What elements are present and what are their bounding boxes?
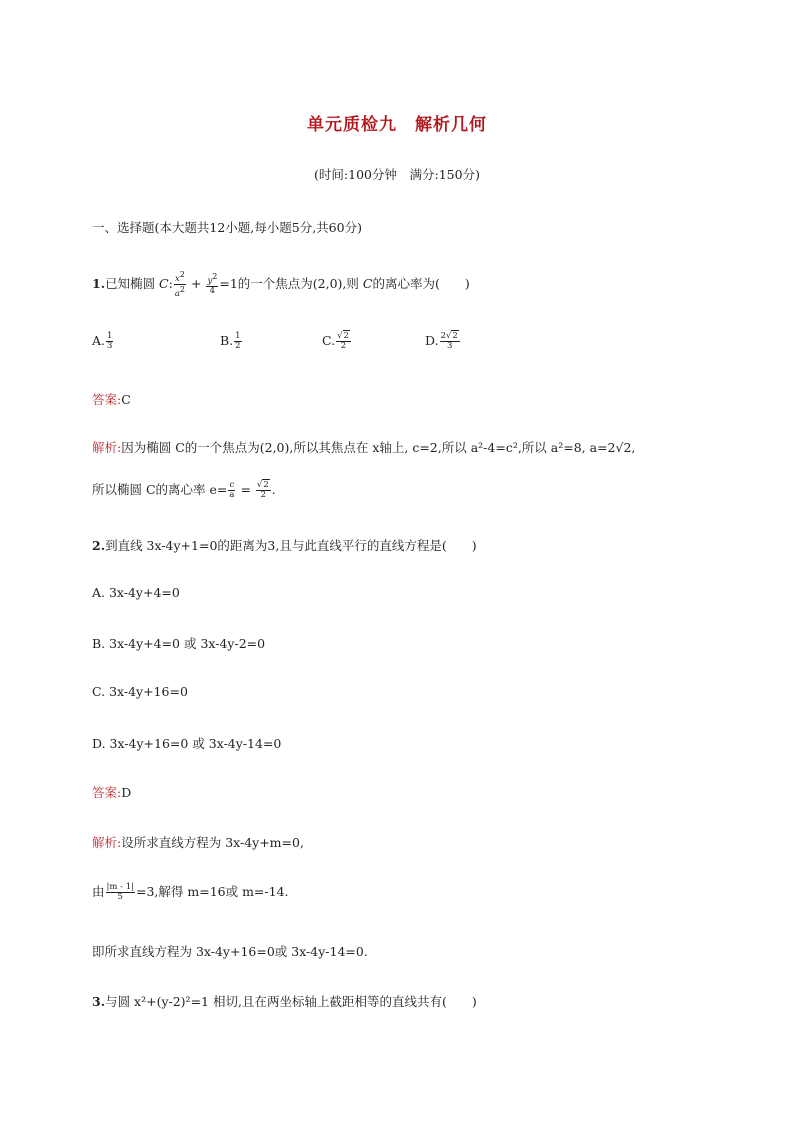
analysis-1-line-1: 解析:因为椭圆 C的一个焦点为(2,0),所以其焦点在 x轴上, c=2,所以 a²-4=c²,所以 a²=8, a=2√2, [92,440,636,455]
question-3: 3.与圆 x²+(y-2)²=1 相切,且在两坐标轴上截距相等的直线共有( ) [92,994,477,1009]
option-c: C. $\frac{√2}{2}$ [322,331,349,351]
option-a: A. 3x-4y+4=0 [92,585,180,600]
question-number: 2. [92,538,106,553]
question-number: 1. [92,275,106,291]
section-heading: 一、选择题(本大题共12小题,每小题5分,共60分) [92,220,362,235]
fraction: $\frac{y^2}{4}$ [207,272,218,297]
option-b: B. $\frac{1}{2}$ [220,331,241,351]
question-number: 3. [92,994,106,1009]
analysis-2-line-2: 由 $\frac{|m - 1|}{5}$ =3,解得 m=16或 m=-14. [92,882,289,902]
option-d: D. $\frac{2√2}{3}$ [425,331,458,351]
analysis-2-line-1: 解析:设所求直线方程为 3x-4y+m=0, [92,835,304,850]
question-2: 2.到直线 3x-4y+1=0的距离为3,且与此直线平行的直线方程是( ) [92,538,477,553]
option-a: A. $\frac{1}{3}$ [92,331,113,351]
exam-info: (时间:100分钟 满分:150分) [314,167,480,182]
option-c: C. 3x-4y+16=0 [92,684,188,699]
analysis-2-line-3: 即所求直线方程为 3x-4y+16=0或 3x-4y-14=0. [92,944,368,959]
question-1: 1.已知椭圆 C: $\frac{x^2}{a^2}$ + $\frac{y^2}{4}$ =1的一个焦点为(2,0),则 C的离心率为( ) [92,270,470,299]
analysis-1-line-2: 所以椭圆 C的离心率 e= $\frac{c}{a}$ = $\frac{√2}{2}$ . [92,480,276,500]
page-title: 单元质检九 解析几何 [307,115,487,135]
option-b: B. 3x-4y+4=0 或 3x-4y-2=0 [92,636,266,651]
answer-2: 答案:D [92,785,132,800]
fraction: $\frac{x^2}{a^2}$ [174,270,186,299]
answer-1: 答案:C [92,392,131,407]
option-d: D. 3x-4y+16=0 或 3x-4y-14=0 [92,736,282,751]
